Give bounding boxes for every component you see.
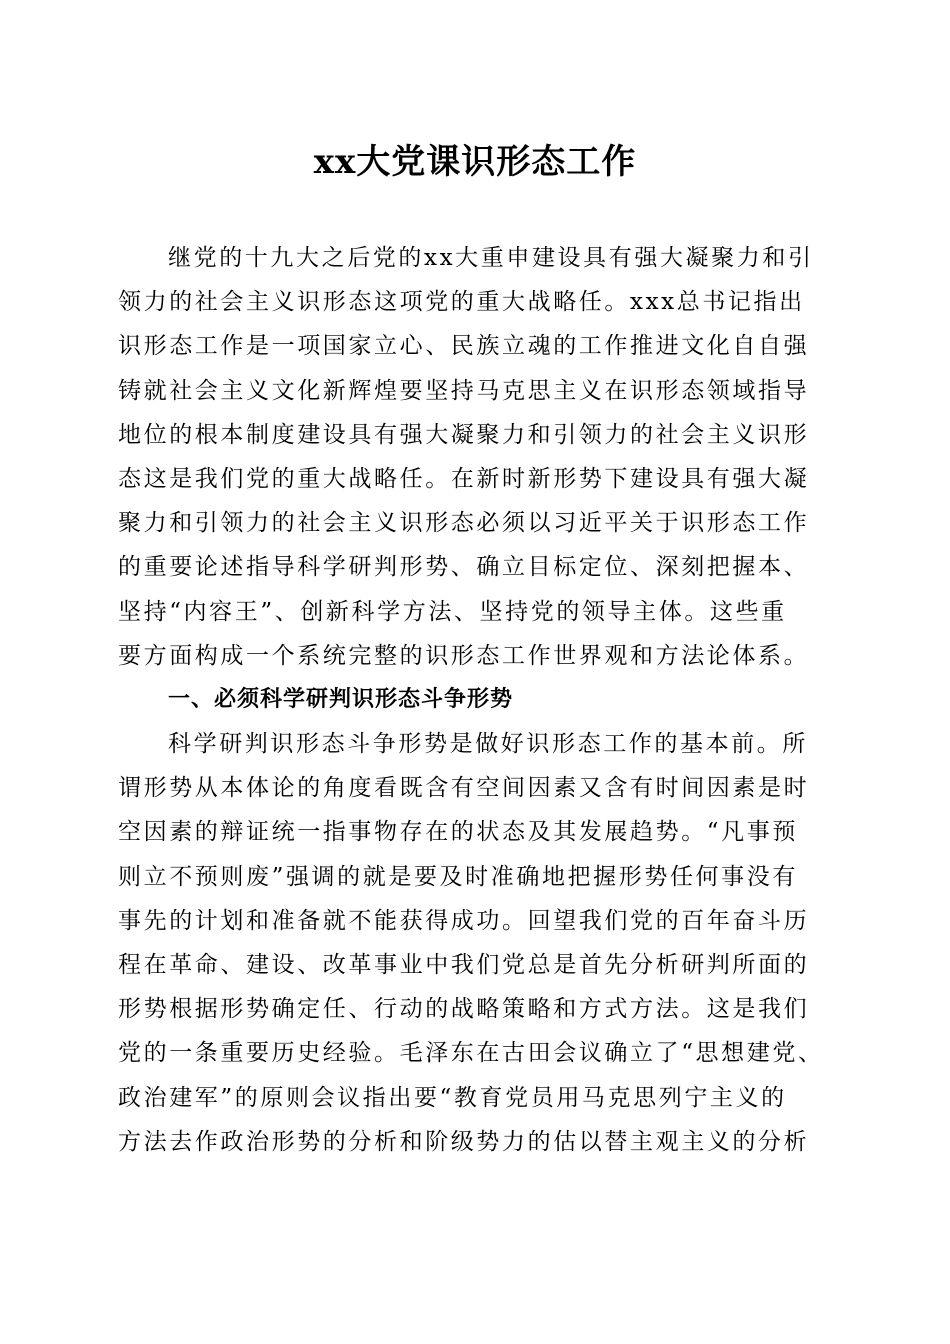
paragraph-1-line: 领力的社会主义识形态这项党的重大战略任。xxx总书记指出 xyxy=(118,289,805,316)
section-heading: 一、必须科学研判识形态斗争形势 xyxy=(168,686,514,712)
paragraph-1-line: 坚持“内容王”、创新科学方法、坚持党的领导主体。这些重 xyxy=(118,598,787,625)
paragraph-2-line: 科学研判识形态斗争形势是做好识形态工作的基本前。所 xyxy=(168,731,808,758)
paragraph-2-line: 则立不预则废”强调的就是要及时准确地把握形势任何事没有 xyxy=(118,863,798,890)
paragraph-2-line: 谓形势从本体论的角度看既含有空间因素又含有时间因素是时 xyxy=(118,775,810,802)
document-body xyxy=(118,236,838,1164)
paragraph-1-line: 地位的根本制度建设具有强大凝聚力和引领力的社会主义识形 xyxy=(118,421,810,448)
paragraph-1-line: 要方面构成一个系统完整的识形态工作世界观和方法论体系。 xyxy=(118,642,810,669)
paragraph-1-line: 铸就社会主义文化新辉煌要坚持马克思主义在识形态领域指导 xyxy=(118,377,810,404)
paragraph-2-line: 空因素的辩证统一指事物存在的状态及其发展趋势。“凡事预 xyxy=(118,819,798,846)
paragraph-2-line: 方法去作政治形势的分析和阶级势力的估以替主观主义的分析 xyxy=(118,1128,810,1155)
paragraph-2-line: 形势根据形势确定任、行动的战略策略和方式方法。这是我们 xyxy=(118,996,810,1023)
document-title: xx大党课识形态工作 xyxy=(313,142,637,182)
paragraph-1-line: 态这是我们党的重大战略任。在新时新形势下建设具有强大凝 xyxy=(118,465,810,492)
paragraph-1-line: 继党的十九大之后党的xx大重申建设具有强大凝聚力和引 xyxy=(168,245,814,271)
paragraph-1-line: 聚力和引领力的社会主义识形态必须以习近平关于识形态工作 xyxy=(118,510,810,537)
paragraph-2-line: 程在革命、建设、改革事业中我们党总是首先分析研判所面的 xyxy=(118,952,810,978)
paragraph-2-line: 党的一条重要历史经验。毛泽东在古田会议确立了“思想建党、 xyxy=(118,1040,824,1067)
paragraph-1-line: 的重要论述指导科学研判形势、确立目标定位、深刻把握本、 xyxy=(118,554,810,581)
paragraph-1-line: 识形态工作是一项国家立心、民族立魂的工作推进文化自自强 xyxy=(118,333,810,360)
paragraph-2-line: 事先的计划和准备就不能获得成功。回望我们党的百年奋斗历 xyxy=(118,907,810,934)
paragraph-2-line: 政治建军”的原则会议指出要“教育党员用马克思列宁主义的 xyxy=(118,1084,787,1111)
